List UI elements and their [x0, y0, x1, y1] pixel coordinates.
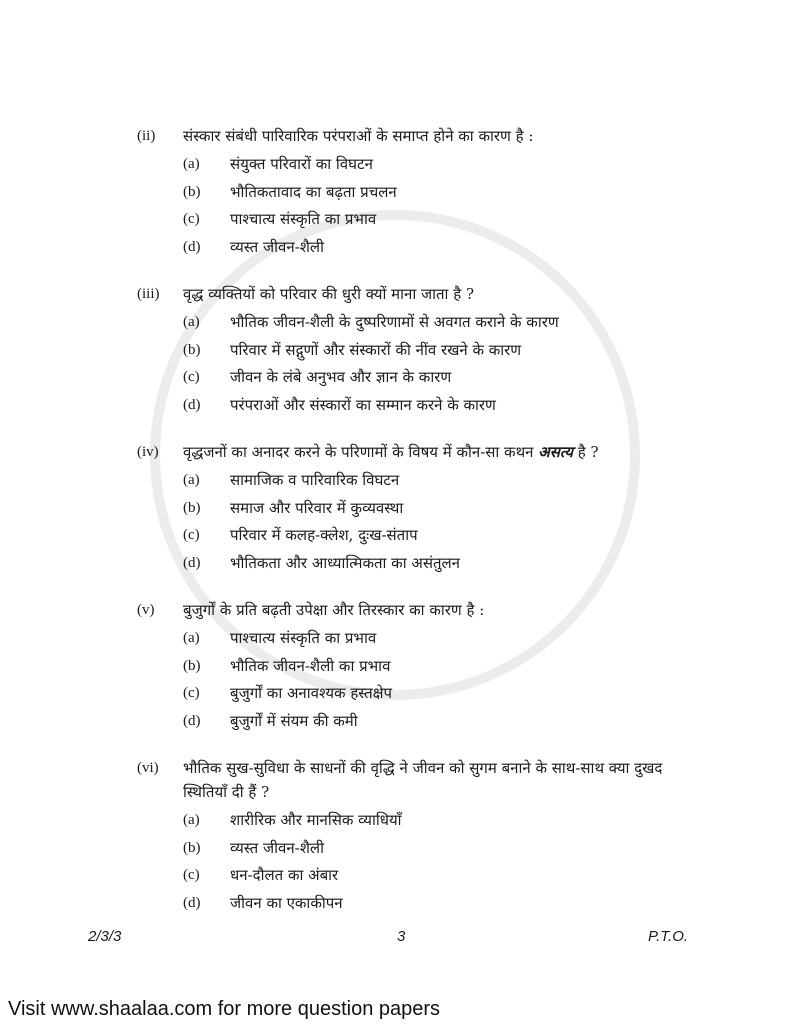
question-number: (v): [137, 602, 155, 618]
option-item: [183, 680, 777, 708]
option-letter: (b): [183, 499, 201, 516]
option-letter: (c): [183, 527, 200, 543]
question: [137, 282, 777, 419]
option-letter: (b): [183, 183, 201, 200]
option-item: [183, 337, 777, 365]
option-text: जीवन के लंबे अनुभव और ज्ञान के कारण: [230, 368, 452, 386]
option-letter: (b): [183, 839, 201, 856]
option-text: धन-दौलत का अंबार: [230, 866, 339, 884]
question-text-main: वृद्धजनों का अनादर करने के परिणामों के विषय में कौन-सा कथन: [183, 443, 534, 461]
option-text: सामाजिक व पारिवारिक विघटन: [230, 471, 400, 489]
option-text: व्यस्त जीवन-शैली: [230, 237, 324, 256]
option-text: शारीरिक और मानसिक व्याधियाँ: [230, 811, 402, 829]
option-letter: (a): [183, 812, 200, 828]
option-letter: (a): [183, 472, 200, 488]
option-text: परिवार में सद्गुणों और संस्कारों की नींव रखने के कारण: [230, 340, 522, 359]
option-item: [183, 708, 777, 736]
question-number: (ii): [137, 128, 156, 144]
option-text: पाश्चात्य संस्कृति का प्रभाव: [230, 210, 377, 228]
option-item: [183, 550, 777, 578]
question-text: [183, 598, 777, 622]
question-number: (iii): [137, 286, 160, 302]
option-letter: (a): [183, 314, 200, 330]
option-item: [183, 890, 777, 918]
option-item: [183, 653, 777, 681]
option-text: व्यस्त जीवन-शैली: [230, 838, 324, 857]
option-item: [183, 234, 777, 262]
question-text: [183, 756, 703, 804]
option-text: पाश्चात्य संस्कृति का प्रभाव: [230, 629, 377, 647]
option-item: [183, 807, 777, 835]
question-text-main: भौतिक सुख-सुविधा के साधनों की वृद्धि ने जीवन को सुगम बनाने के साथ-साथ क्या दुखद स्थितियाँ दी हैं ?: [183, 759, 663, 801]
option-item: [183, 625, 777, 653]
option-text: परंपराओं और संस्कारों का सम्मान करने के कारण: [230, 395, 496, 414]
option-item: [183, 151, 777, 179]
option-text: संयुक्त परिवारों का विघटन: [230, 155, 373, 173]
option-text: भौतिक जीवन-शैली के दुष्परिणामों से अवगत कराने के कारण: [230, 313, 559, 331]
option-letter: (d): [183, 554, 201, 571]
option-letter: (c): [183, 369, 200, 385]
question: [137, 440, 777, 577]
question-text: [183, 282, 777, 306]
option-text: भौतिकतावाद का बढ़ता प्रचलन: [230, 182, 397, 201]
option-letter: (b): [183, 341, 201, 358]
option-text: परिवार में कलह-क्लेश, दुःख-संताप: [230, 526, 418, 544]
question: [137, 598, 777, 735]
question-text-main: बुजुर्गों के प्रति बढ़ती उपेक्षा और तिरस्कार का कारण है :: [183, 601, 485, 619]
question-text: [183, 440, 777, 464]
question-text-main: वृद्ध व्यक्तियों को परिवार की धुरी क्यों माना जाता है ?: [183, 285, 474, 303]
question-list: [137, 124, 777, 938]
question: [137, 756, 777, 917]
option-letter: (b): [183, 657, 201, 674]
option-text: जीवन का एकाकीपन: [230, 893, 343, 912]
option-letter: (d): [183, 712, 201, 729]
option-item: [183, 364, 777, 392]
visit-link-text[interactable]: Visit www.shaalaa.com for more question papers: [8, 998, 441, 1020]
option-item: [183, 206, 777, 234]
page-number: 3: [397, 928, 406, 945]
option-letter: (d): [183, 894, 201, 911]
option-text: बुजुर्गों में संयम की कमी: [230, 711, 358, 730]
option-item: [183, 309, 777, 337]
option-item: [183, 495, 777, 523]
question-text-main: संस्कार संबंधी पारिवारिक परंपराओं के समाप्त होने का कारण है :: [183, 127, 534, 145]
option-letter: (a): [183, 156, 200, 172]
question-text-end: है ?: [577, 443, 599, 461]
option-item: [183, 392, 777, 420]
option-item: [183, 862, 777, 890]
option-text: समाज और परिवार में कुव्यवस्था: [230, 498, 404, 517]
question: [137, 124, 777, 261]
paper-code: 2/3/3: [88, 928, 122, 945]
option-letter: (c): [183, 211, 200, 227]
question-number: (iv): [137, 444, 159, 460]
option-item: [183, 179, 777, 207]
option-item: [183, 467, 777, 495]
option-text: भौतिकता और आध्यात्मिकता का असंतुलन: [230, 553, 461, 572]
pto-label: P.T.O.: [648, 928, 689, 945]
question-emphasis: असत्य: [538, 443, 573, 461]
option-letter: (d): [183, 238, 201, 255]
option-item: [183, 835, 777, 863]
option-item: [183, 522, 777, 550]
option-text: भौतिक जीवन-शैली का प्रभाव: [230, 656, 391, 675]
option-letter: (c): [183, 867, 200, 883]
option-text: बुजुर्गों का अनावश्यक हस्तक्षेप: [230, 684, 392, 702]
question-text: [183, 124, 777, 148]
option-letter: (d): [183, 396, 201, 413]
question-number: (vi): [137, 760, 159, 776]
option-letter: (c): [183, 685, 200, 701]
option-letter: (a): [183, 630, 200, 646]
